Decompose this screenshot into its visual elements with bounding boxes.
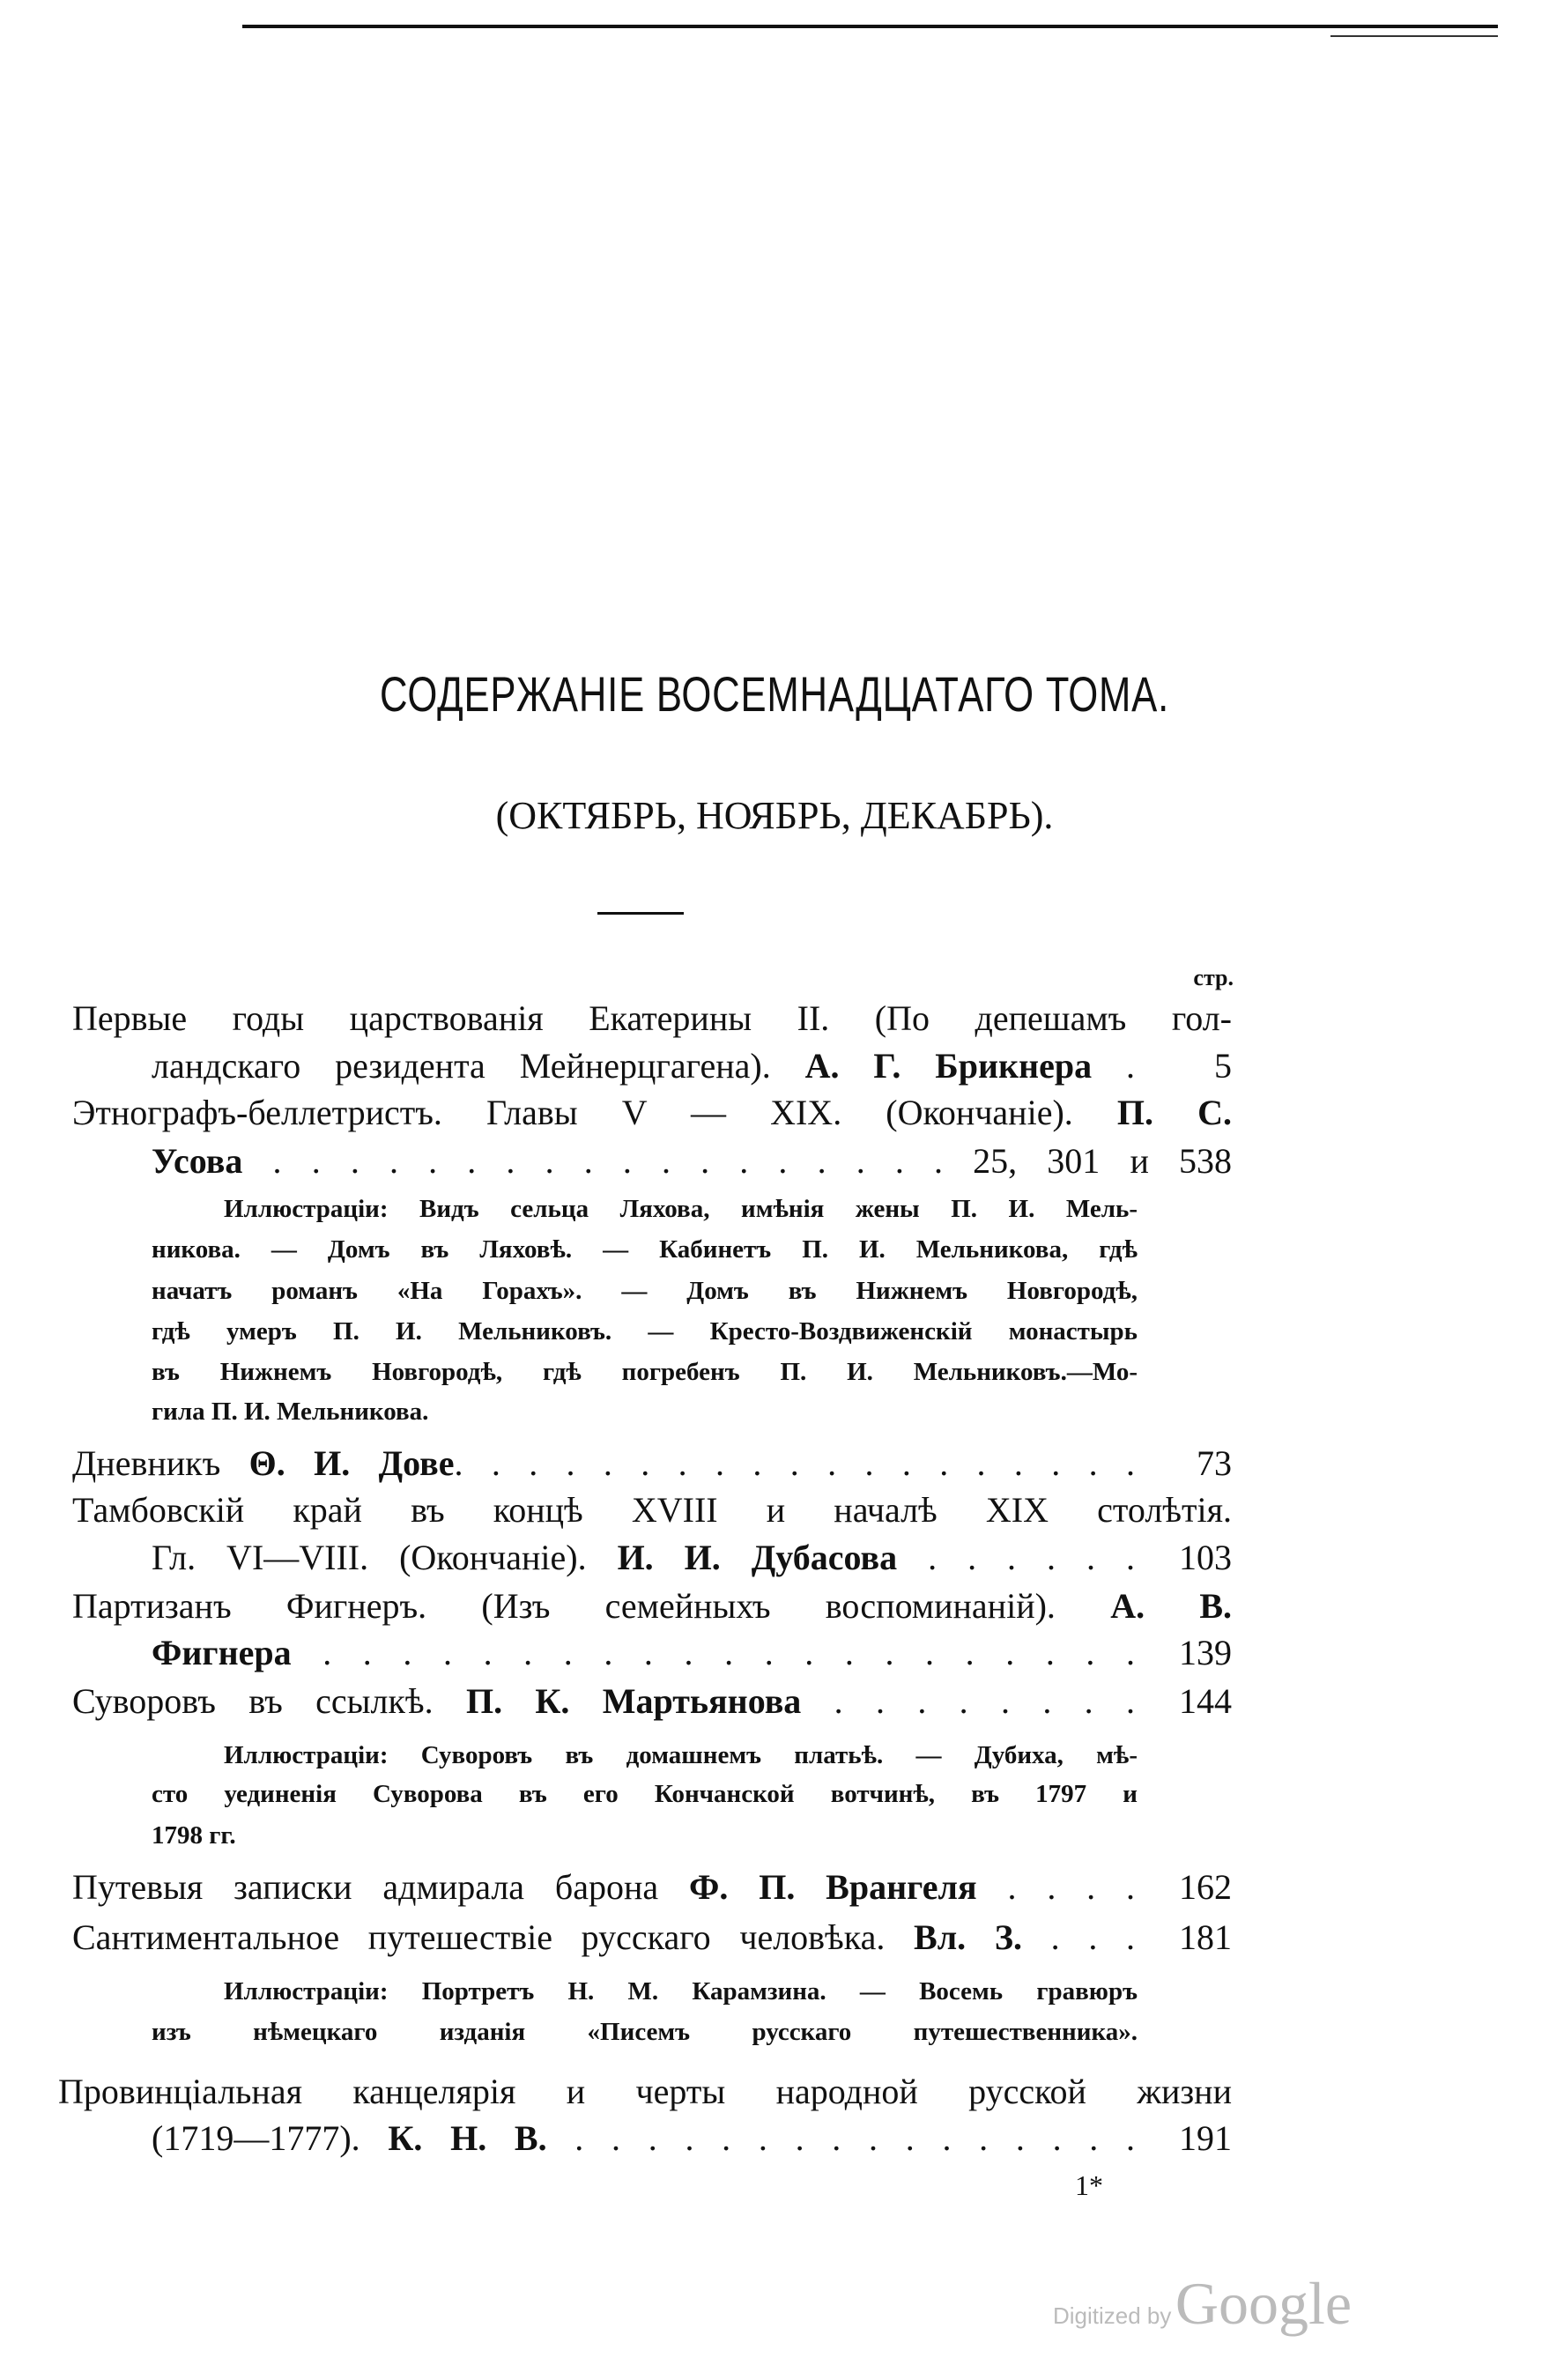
author-name: Θ. И. Довe	[248, 1443, 455, 1483]
line-text	[152, 1780, 1138, 1815]
page-title: СОДЕРЖАНІЕ ВОСЕМНАДЦАТАГО ТОМА.	[379, 666, 1170, 722]
text-segment: Тамбовскій край въ концѣ XVIII и началѣ XIX столѣтія.	[72, 1490, 1232, 1530]
text-segment: гила П. И. Мельникова.	[152, 1398, 429, 1426]
toc-line	[72, 1092, 1232, 1138]
page-number: 191	[1179, 2118, 1232, 2158]
text-segment: гдѣ умеръ П. И. Мельниковъ. — Кресто-Воздвиженскій монастырь	[152, 1317, 1138, 1346]
text-segment: Иллюстраціи: Суворовъ въ домашнемъ платьѣ. — Дубиха, мѣ-	[224, 1741, 1138, 1769]
text-segment: . . . .	[976, 1867, 1135, 1907]
toc-line	[72, 1489, 1232, 1535]
toc-line	[152, 1632, 1232, 1678]
author-name: П. К. Мартьянова	[465, 1681, 802, 1721]
illustrations-line	[224, 1195, 1138, 1230]
page-column-label: стр.	[1193, 965, 1234, 990]
text-segment: . . . . . . . . . . . . . . . . . . . . .	[291, 1633, 1135, 1672]
text-segment: въ Нижнемъ Новгородѣ, гдѣ погребенъ П. И. Мельниковъ.—Мо-	[152, 1358, 1138, 1386]
author-name: А. Г. Брикнера	[804, 1046, 1093, 1086]
line-text	[224, 1977, 1138, 2013]
line-text	[72, 1866, 1135, 1912]
watermark	[1053, 2269, 1352, 2339]
text-segment: 1798 гг.	[152, 1821, 236, 1850]
toc-line	[152, 1045, 1232, 1091]
toc-line	[72, 997, 1232, 1043]
line-text	[152, 1317, 1138, 1353]
illustrations-line	[152, 1780, 1138, 1815]
line-text	[224, 1741, 1138, 1776]
watermark-prefix: Digitized by	[1053, 2302, 1172, 2329]
signature-mark: 1*	[1075, 2169, 1103, 2201]
line-text	[152, 1537, 1135, 1583]
text-segment: . . . . . . . . . . . . . . . . . . 25, 301 и 538	[242, 1141, 1232, 1181]
line-text	[72, 1442, 1135, 1488]
text-segment: Иллюстраціи: Портретъ Н. М. Карамзина. — Восемь гравюръ	[224, 1977, 1138, 2006]
text-segment: . . . . . .	[897, 1538, 1135, 1577]
top-rule	[242, 25, 1498, 28]
text-segment: изъ нѣмецкаго изданія «Писемъ русскаго путешественника».	[152, 2018, 1138, 2046]
line-text	[152, 1398, 1138, 1433]
page-number: 103	[1179, 1538, 1232, 1577]
text-segment: . . . . . . . .	[801, 1681, 1135, 1721]
toc-line	[72, 1585, 1232, 1631]
author-name: Усова	[152, 1141, 243, 1181]
line-text	[152, 1632, 1135, 1678]
toc-line	[72, 1680, 1232, 1726]
line-text	[72, 1489, 1232, 1535]
text-segment: ландскаго резидента Мейнерцгагена).	[152, 1046, 805, 1086]
text-segment: Путевыя записки адмирала барона	[72, 1867, 690, 1907]
author-name: И. И. Дубасова	[617, 1538, 898, 1577]
line-text	[152, 1045, 1135, 1091]
toc-line	[152, 2117, 1232, 2163]
page-number: 139	[1179, 1633, 1232, 1672]
text-segment: Партизанъ Фигнеръ. (Изъ семейныхъ воспоминаній).	[72, 1586, 1111, 1626]
illustrations-line	[152, 1358, 1138, 1393]
line-text	[72, 1585, 1232, 1631]
top-rule-thin	[1330, 35, 1498, 37]
line-text	[72, 997, 1232, 1043]
toc-line	[72, 1866, 1232, 1912]
text-segment: . . . . . . . . . . . . . . . .	[546, 2118, 1135, 2158]
text-segment: . . .	[1021, 1917, 1135, 1957]
page-number: 144	[1179, 1681, 1232, 1721]
line-text	[58, 2071, 1232, 2117]
toc-line	[72, 1442, 1232, 1488]
author-name: Вл. З.	[914, 1917, 1022, 1957]
line-text	[72, 1680, 1135, 1726]
text-segment: Сантиментальное путешествіе русскаго человѣка.	[72, 1917, 915, 1957]
text-segment: Этнографъ-беллетристъ. Главы V — XIX. (Окончаніе).	[72, 1093, 1117, 1132]
text-segment: Первые годы царствованія Екатерины II. (По депешамъ гол-	[72, 998, 1232, 1038]
page-subtitle: (ОКТЯБРЬ, НОЯБРЬ, ДЕКАБРЬ).	[495, 794, 1054, 837]
illustrations-line	[152, 1821, 1138, 1857]
line-text	[152, 2018, 1138, 2053]
watermark-brand: Google	[1175, 2270, 1353, 2337]
text-segment: Провинціальная канцелярія и черты народной русской жизни	[58, 2072, 1232, 2111]
text-segment: сто уединенія Суворова въ его Кончанской вотчинѣ, въ 1797 и	[152, 1780, 1138, 1808]
toc-line	[72, 1917, 1232, 1962]
illustrations-line	[152, 1398, 1138, 1433]
line-text	[152, 1140, 1232, 1186]
text-segment: начатъ романъ «На Горахъ». — Домъ въ Нижнемъ Новгородѣ,	[152, 1277, 1138, 1305]
text-segment: Иллюстраціи: Видъ сельца Ляхова, имѣнія жены П. И. Мель-	[224, 1195, 1138, 1223]
text-segment: Суворовъ въ ссылкѣ.	[72, 1681, 466, 1721]
page-number: 73	[1197, 1443, 1232, 1483]
text-segment: (1719—1777).	[152, 2118, 389, 2158]
text-segment: никова. — Домъ въ Ляховѣ. — Кабинетъ П. И. Мельникова, гдѣ	[152, 1235, 1138, 1264]
text-segment: Гл. VI—VIII. (Окончаніе).	[152, 1538, 618, 1577]
illustrations-line	[152, 1235, 1138, 1271]
page-number: 181	[1179, 1917, 1232, 1957]
text-segment: .	[1092, 1046, 1135, 1086]
page-number: 5	[1214, 1046, 1232, 1086]
line-text	[72, 1917, 1135, 1962]
line-text	[224, 1195, 1138, 1230]
toc-line	[152, 1140, 1232, 1186]
author-name: Фигнера	[152, 1633, 292, 1672]
line-text	[152, 1277, 1138, 1312]
illustrations-line	[152, 2018, 1138, 2053]
line-text	[72, 1092, 1232, 1138]
line-text	[152, 1358, 1138, 1393]
illustrations-line	[152, 1277, 1138, 1312]
page-number: 162	[1179, 1867, 1232, 1907]
text-segment: Дневникъ	[72, 1443, 249, 1483]
line-text	[152, 1821, 1138, 1857]
author-name: П. С.	[1116, 1093, 1232, 1132]
author-name: А. В.	[1110, 1586, 1232, 1626]
toc-line	[58, 2071, 1232, 2117]
text-segment: . . . . . . . . . . . . . . . . . . .	[454, 1443, 1135, 1483]
illustrations-line	[224, 1977, 1138, 2013]
author-name: Ф. П. Врангеля	[689, 1867, 977, 1907]
line-text	[152, 2117, 1135, 2163]
divider	[597, 912, 684, 915]
line-text	[152, 1235, 1138, 1271]
illustrations-line	[224, 1741, 1138, 1776]
illustrations-line	[152, 1317, 1138, 1353]
toc-line	[152, 1537, 1232, 1583]
author-name: К. Н. В.	[388, 2118, 547, 2158]
